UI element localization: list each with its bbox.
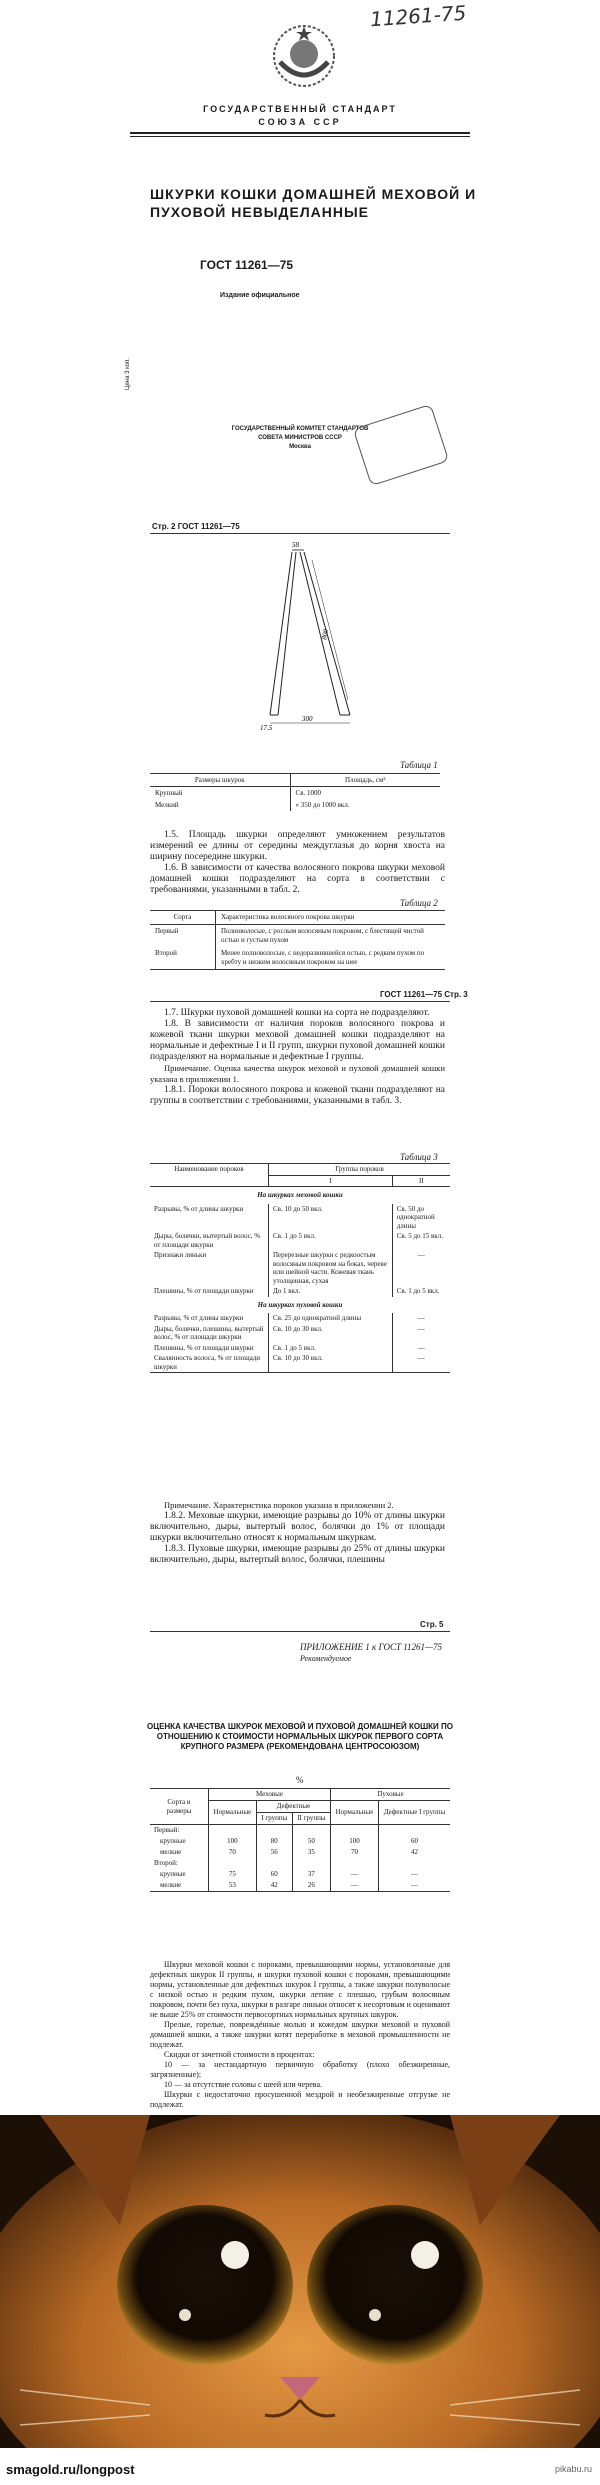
price-note: Цена 3 коп.	[125, 357, 131, 390]
table-cell: 80	[256, 1836, 292, 1847]
recommended-label: Рекомендуемое	[300, 1654, 352, 1663]
table-cell: мелкие	[160, 1848, 182, 1856]
table2-caption: Таблица 2	[400, 898, 438, 908]
page3-header: ГОСТ 11261—75 Стр. 3	[380, 990, 468, 999]
table3-head: Группы пороков	[269, 1164, 451, 1176]
table-cell: Св. 1 до 5 вкл.	[392, 1286, 450, 1297]
table-cell: 60	[378, 1836, 450, 1847]
table-cell: До 1 вкл.	[269, 1286, 393, 1297]
table-row	[150, 1343, 450, 1354]
committee-line-2: СОВЕТА МИНИСТРОВ СССР	[258, 435, 342, 441]
table3-head: I	[269, 1175, 393, 1187]
table-cell: Полноволосые, с рослым волосяным покровом, с блестящей чистой остью и густым пухом	[216, 925, 446, 948]
table-row	[150, 1324, 450, 1343]
table-cell: Св. 10 до 50 вкл.	[269, 1204, 393, 1232]
table-cell: Св. 10 до 30 вкл.	[269, 1353, 393, 1373]
paragraph: 1.8.3. Пуховые шкурки, имеющие разрывы до 25% от длины шкурки включительно, дыры, вытертый волос, болячки, плешины	[150, 1544, 445, 1565]
table-cell: Св. 5 до 15 вкл.	[392, 1231, 450, 1250]
table-cell: Св. 10 до 30 вкл.	[269, 1324, 393, 1343]
table-cell: 42	[378, 1847, 450, 1858]
table1-head: Размеры шкурок	[150, 774, 290, 787]
table-row	[150, 1286, 450, 1297]
table-cell: Второй	[150, 947, 216, 970]
dim-side-label: 800	[320, 628, 331, 641]
paragraph: 1.6. В зависимости от качества волосяного покрова шкурки меховой домашней кошки подразделяют на сорта в соответствии с требованиями, указанными в табл. 2.	[150, 863, 445, 895]
dim-top-label: 58	[292, 541, 299, 549]
divider	[130, 136, 470, 137]
table-cell: 100	[331, 1836, 379, 1847]
table-row	[150, 947, 445, 970]
footer-bar	[0, 2448, 600, 2485]
table-row	[150, 925, 445, 948]
table-cell: крупные	[160, 1870, 186, 1878]
table-row	[150, 1858, 450, 1869]
appendix-heading: ОЦЕНКА КАЧЕСТВА ШКУРОК МЕХОВОЙ И ПУХОВОЙ ДОМАШНЕЙ КОШКИ ПО ОТНОШЕНИЮ К СТОИМОСТИ НОРМАЛЬНЫХ ШКУРОК ПЕРВОГО СОРТА КРУПНОГО РАЗМЕРА (РЕКОМЕНДОВАНА ЦЕНТРОСОЮЗОМ)	[147, 1722, 453, 1751]
table-head: Меховые	[209, 1789, 331, 1801]
table1	[150, 773, 440, 811]
table-cell: крупные	[160, 1837, 186, 1845]
page3-text-2	[150, 1500, 445, 1566]
table-cell: Плешины, % от площади шкурки	[154, 1343, 254, 1352]
paragraph: 10 — за отсутствие головы с шеей или черева.	[164, 2080, 323, 2089]
table-cell: Дыры, болячки, вытертый волос, % от площади шкурки	[154, 1232, 261, 1249]
table-cell: Св. 25 до однократной длины	[269, 1313, 393, 1324]
section-heading: На шкурках пуховой кошки	[257, 1300, 343, 1309]
table-cell: 26	[292, 1880, 330, 1892]
table-head: II группы	[292, 1813, 330, 1825]
watermark: pikabu.ru	[554, 2464, 592, 2474]
ussr-emblem-icon	[270, 22, 338, 90]
table-cell: Плешины, % от площади шкурки	[154, 1287, 254, 1295]
table-cell: Св. 1 до 5 вкл.	[269, 1343, 393, 1354]
table-head: Нормальные	[209, 1801, 257, 1825]
document-title: ШКУРКИ КОШКИ ДОМАШНЕЙ МЕХОВОЙ И ПУХОВОЙ НЕВЫДЕЛАННЫЕ	[150, 186, 477, 220]
table-cell: Дыры, болячки, плешины, вытертый волос, % от площади шкурки	[154, 1324, 264, 1341]
page3-text	[150, 1008, 445, 1107]
divider	[130, 132, 470, 134]
table-cell: Крупный	[155, 789, 183, 797]
table-cell: 60	[256, 1869, 292, 1880]
table-head: Сорта и размеры	[150, 1789, 209, 1825]
paragraph: Шкурки меховой кошки с пороками, превышающими нормы, установленные для дефектных шкурок II группы, и шкурки пуховой кошки с пороками, превышающими нормы, установленные для дефектных шкурок I группы, а также шкурки полуволосые с низкой остью и редким пухом, шкурки летние с плешью, грубым волосяным покровом, почти без пуха, шкурки в разгаре линьки относят к несортовым и оценивают не выше 25% от стоимости первосортных нормальных крупных шкурок.	[150, 1960, 450, 2019]
table-row	[150, 1880, 450, 1892]
table-cell: Первый	[155, 927, 179, 935]
dim-left-label: 17,5	[260, 724, 273, 730]
table3	[150, 1163, 450, 1373]
paragraph: Прелые, горелые, повреждённые молью и кожедом шкурки меховой и пуховой домашней кошки, а также шкурки котят переработке в меховой промышленности не подлежат.	[150, 2020, 450, 2049]
paragraph: Скидки от зачетной стоимости в процентах:	[164, 2050, 315, 2059]
table-cell: —	[331, 1869, 379, 1880]
table3-caption: Таблица 3	[400, 1152, 438, 1162]
table-cell: » 350 до 1000 вкл.	[290, 799, 440, 811]
table-cell: —	[392, 1250, 450, 1286]
table-head: Пуховые	[331, 1789, 450, 1801]
table-cell: —	[378, 1869, 450, 1880]
table-row	[150, 1250, 450, 1286]
table-cell: —	[392, 1313, 450, 1324]
edition-note: Издание официальное	[220, 292, 300, 299]
committee-line-3: Москва	[289, 444, 311, 450]
cover-page	[0, 0, 600, 480]
table-row	[150, 799, 440, 811]
table-head: Нормальные	[331, 1801, 379, 1825]
table-cell: —	[392, 1353, 450, 1373]
committee-block	[0, 425, 600, 452]
table-cell: мелкие	[150, 1880, 209, 1892]
section-heading: На шкурках меховой кошки	[257, 1191, 343, 1199]
table-cell: 70	[209, 1847, 257, 1858]
paragraph: Шкурки с недостаточно просушенной мездрой и необезжиренные отгрузке не подлежат.	[150, 2090, 450, 2109]
handwritten-note: 11261-75	[369, 0, 468, 32]
standard-line-1: ГОСУДАРСТВЕННЫЙ СТАНДАРТ	[203, 104, 397, 114]
table-cell: 75	[209, 1869, 257, 1880]
table-cell: —	[378, 1880, 450, 1892]
paragraph: 10 — за нестандартную первичную обработку (плохо обезжиренные, загрязненные);	[150, 2060, 450, 2079]
table-row	[150, 1825, 450, 1837]
dim-bottom-label: 300	[302, 715, 313, 723]
table1-caption: Таблица 1	[400, 760, 438, 770]
table-cell: 53	[209, 1880, 257, 1892]
table-cell: 42	[256, 1880, 292, 1892]
table-row	[150, 1869, 450, 1880]
note: Примечание. Характеристика пороков указана в приложении 2.	[164, 1500, 394, 1510]
cat-photo	[0, 2115, 600, 2453]
paragraph: 1.8.2. Меховые шкурки, имеющие разрывы до 10% от длины шкурки включительно, дыры, вытертый волос, болячки до 1% от площади шкурки включительно относят к нормальным шкуркам.	[150, 1511, 445, 1543]
table-cell: 37	[292, 1869, 330, 1880]
divider	[150, 1001, 450, 1002]
table-cell: Св. 1 до 5 вкл.	[269, 1231, 393, 1250]
page5-header: Стр. 5	[420, 1620, 444, 1629]
table-cell: —	[392, 1343, 450, 1354]
appendix-text	[150, 1960, 450, 2110]
site-link[interactable]: smagold.ru/longpost	[6, 2462, 135, 2477]
table-row	[150, 1847, 450, 1858]
table2-head: Характеристика волосяного покрова шкурки	[216, 911, 446, 925]
paragraph: 1.7. Шкурки пуховой домашней кошки на сорта не подразделяют.	[164, 1008, 430, 1018]
table-cell: 50	[292, 1836, 330, 1847]
table-cell: Разрывы, % от длины шкурки	[154, 1204, 244, 1213]
table-row	[150, 1204, 450, 1232]
table-head: Дефектные I группы	[378, 1801, 450, 1825]
table3-head: Наименование пороков	[150, 1164, 269, 1187]
skin-measurement-drawing	[240, 540, 380, 730]
paragraph: 1.8. В зависимости от наличия пороков волосяного покрова и кожевой ткани шкурки меховой домашней кошки подразделяют на нормальные и дефектные I и II групп, шкурки пуховой домашней кошки подразделяют на нормальные и дефектные I группы.	[150, 1019, 445, 1062]
table-cell: Второй:	[154, 1859, 178, 1867]
table-cell: Св. 1000	[290, 787, 440, 800]
table-cell: 70	[331, 1847, 379, 1858]
note: Примечание. Оценка качества шкурок меховой и пуховой домашней кошки указана в приложении 1.	[150, 1063, 445, 1084]
table-cell: Мелкий	[155, 801, 179, 809]
appendix-label: ПРИЛОЖЕНИЕ 1 к ГОСТ 11261—75	[300, 1642, 443, 1652]
table-cell: Первый:	[154, 1826, 180, 1834]
table-head: Дефектные	[256, 1801, 330, 1813]
table-row	[150, 1836, 450, 1847]
table-row	[150, 787, 440, 800]
table2-head: Сорта	[150, 911, 216, 925]
table-cell: Менее полноволосые, с недоразвившейся остью, с редким пухом по хребту и низким волосяным покровом на шее	[216, 947, 446, 970]
table-row	[150, 1313, 450, 1324]
page2-header: Стр. 2 ГОСТ 11261—75	[152, 522, 240, 531]
table-cell: —	[392, 1324, 450, 1343]
table-cell: 56	[256, 1847, 292, 1858]
table-row	[150, 1231, 450, 1250]
gost-number: ГОСТ 11261—75	[200, 258, 294, 272]
paragraph: 1.5. Площадь шкурки определяют умножением результатов измерений ее длины от середины междуглазья до корня хвоста на ширину посередине шкурки.	[150, 830, 445, 862]
table-cell: Свалянность волоса, % от площади шкурки	[150, 1353, 269, 1373]
table3-head: II	[392, 1175, 450, 1187]
table-head: I группы	[256, 1813, 292, 1825]
table-cell: Признаки линьки	[154, 1251, 207, 1259]
table-cell: 100	[209, 1836, 257, 1847]
table-cell: Перерезные шкурки с редкоостым волосяным покровом на боках, черевe или шейной части. Кожевая ткань утолщенная, сухая	[269, 1250, 393, 1286]
cat-face-image	[0, 2115, 600, 2453]
standard-line-2: СОЮЗА ССР	[258, 117, 342, 127]
table2	[150, 910, 445, 970]
table-cell: Св. 50 до однократной длины	[392, 1204, 450, 1232]
table-row	[150, 1353, 450, 1373]
table-cell: —	[331, 1880, 379, 1892]
divider	[150, 533, 450, 534]
table-cell: 35	[292, 1847, 330, 1858]
committee-line-1: ГОСУДАРСТВЕННЫЙ КОМИТЕТ СТАНДАРТОВ	[231, 426, 369, 432]
value-table	[150, 1788, 450, 1892]
divider	[150, 1631, 450, 1632]
table-cell: Разрывы, % от длины шкурки	[154, 1314, 244, 1322]
page2-text	[150, 830, 445, 896]
paragraph: 1.8.1. Пороки волосяного покрова и кожевой ткани подразделяют на группы в соответствии с требованиями, указанными в табл. 3.	[150, 1085, 445, 1106]
table1-head: Площадь, см²	[290, 774, 440, 787]
percent-label: %	[296, 1775, 304, 1785]
library-stamp-icon	[353, 404, 450, 486]
